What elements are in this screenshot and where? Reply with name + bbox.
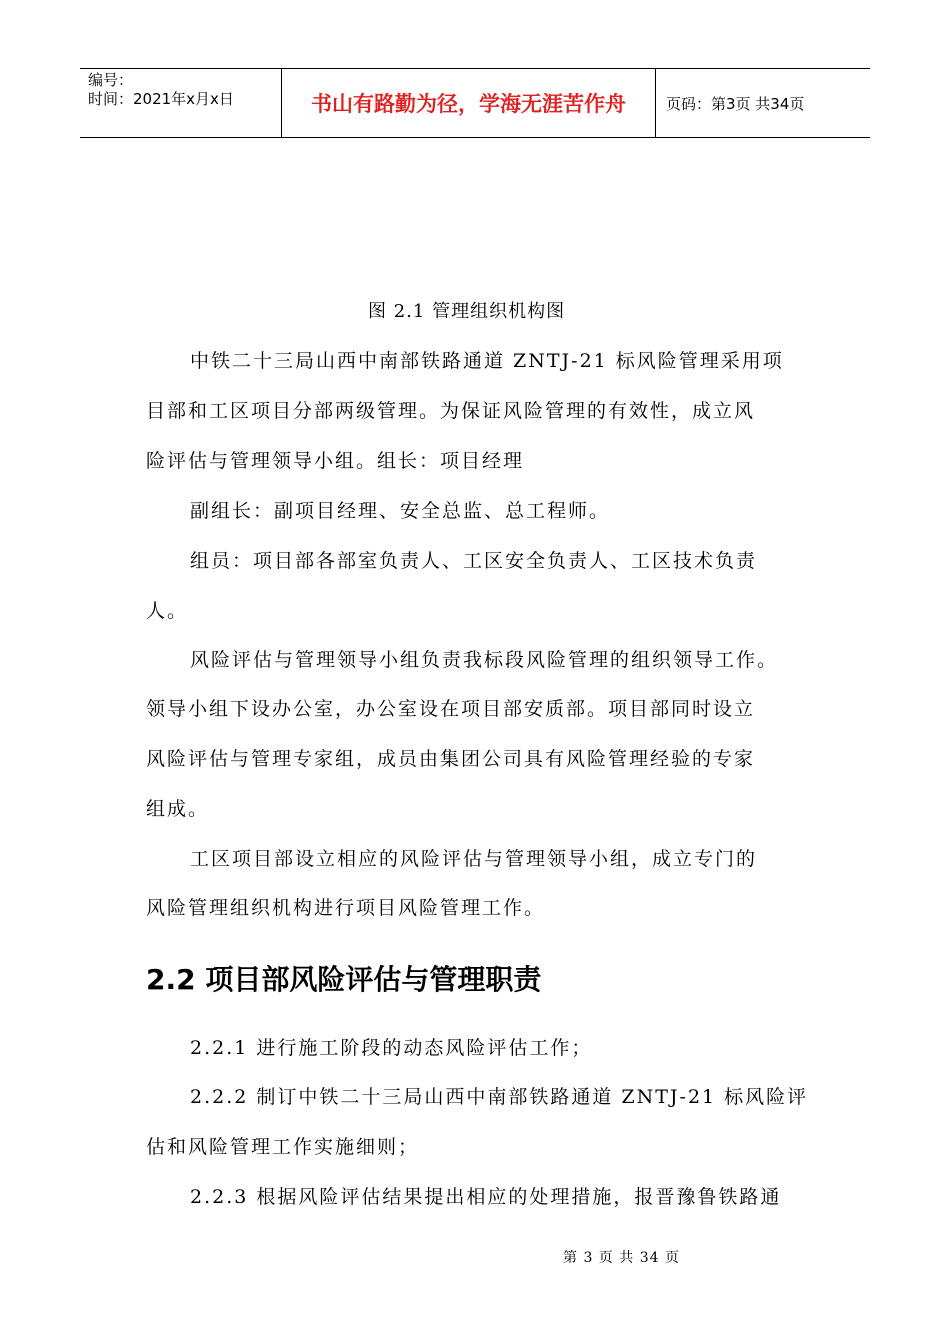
list-item: 2.2.1 进行施工阶段的动态风险评估工作；: [190, 1037, 593, 1059]
list-item: 2.2.3 根据风险评估结果提出相应的处理措施，报晋豫鲁铁路通: [190, 1186, 782, 1208]
paragraph-line: 风险评估与管理专家组，成员由集团公司具有风险管理经验的专家: [146, 748, 756, 770]
number-label: 编号：: [88, 71, 134, 89]
paragraph-line: 人。: [146, 600, 189, 622]
paragraph-line: 工区项目部设立相应的风险评估与管理领导小组，成立专门的: [190, 848, 758, 870]
paragraph-line: 险评估与管理领导小组。组长：项目经理: [146, 450, 525, 472]
paragraph-line: 领导小组下设办公室，办公室设在项目部安质部。项目部同时设立: [146, 698, 756, 720]
page-header: [80, 68, 870, 138]
paragraph-line: 中铁二十三局山西中南部铁路通道 ZNTJ-21 标风险管理采用项: [190, 350, 784, 372]
paragraph-line: 目部和工区项目分部两级管理。为保证风险管理的有效性，成立风: [146, 400, 756, 422]
paragraph-line: 组成。: [146, 798, 210, 820]
page-footer: 第 3 页 共 34 页: [563, 1250, 680, 1266]
section-heading: 2.2 项目部风险评估与管理职责: [146, 963, 542, 996]
figure-caption: 图 2.1 管理组织机构图: [368, 301, 566, 322]
paragraph-line: 副组长：副项目经理、安全总监、总工程师。: [190, 500, 611, 522]
paragraph-line: 风险评估与管理领导小组负责我标段风险管理的组织领导工作。: [190, 649, 779, 671]
list-item: 2.2.2 制订中铁二十三局山西中南部铁路通道 ZNTJ-21 标风险评: [190, 1086, 809, 1108]
time-label: 时间：2021年x月x日: [88, 90, 234, 108]
paragraph-line: 风险管理组织机构进行项目风险管理工作。: [146, 897, 546, 919]
list-item: 估和风险管理工作实施细则；: [146, 1136, 420, 1158]
header-page-info: 页码：第3页 共34页: [666, 94, 805, 113]
header-motto: 书山有路勤为径，学海无涯苦作舟: [282, 69, 656, 137]
paragraph-line: 组员：项目部各部室负责人、工区安全负责人、工区技术负责: [190, 550, 758, 572]
header-meta: [80, 69, 282, 137]
